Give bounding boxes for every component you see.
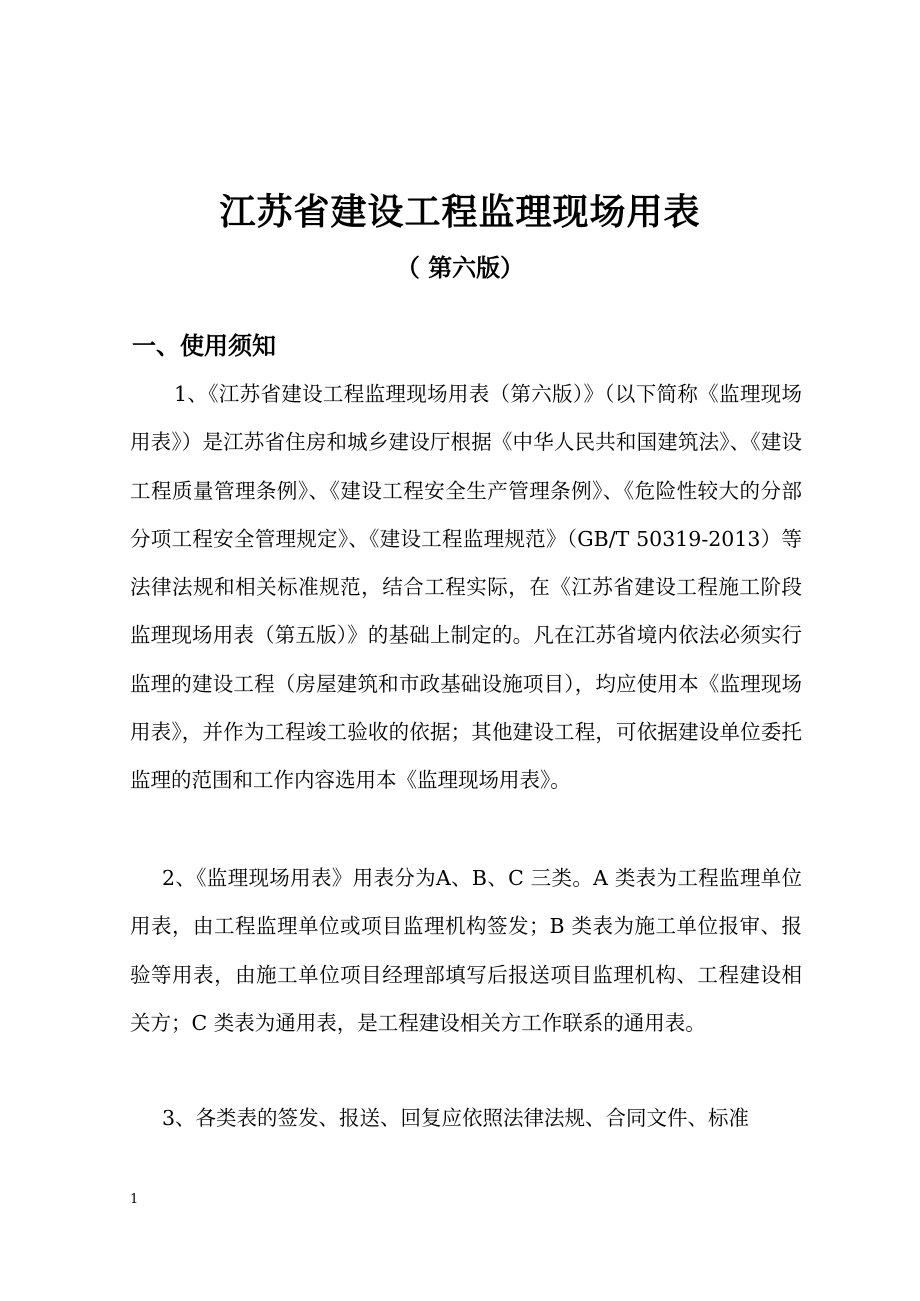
section-heading: 一、使用须知	[132, 331, 276, 360]
paragraph-2: 2、《监理现场用表》用表分为A、B、C 三类。A 类表为工程监理单位用表，由工程监理单位或项目监理机构签发；B 类表为施工单位报审、报验等用表，由施工单位项目经理部填写后报送项目监理机构、工程建设相关方；C 类表为通用表，是工程建设相关方工作联系的通用表。	[130, 866, 802, 1035]
document-title: 江苏省建设工程监理现场用表	[219, 191, 701, 233]
document-subtitle: （ 第六版）	[395, 253, 525, 282]
paragraph-3: 3、各类表的签发、报送、回复应依照法律法规、合同文件、标准	[162, 1106, 750, 1130]
page-number: 1	[130, 1192, 139, 1207]
paragraph-1: 1、《江苏省建设工程监理现场用表（第六版）》（以下简称《监理现场用表》）是江苏省住房和城乡建设厅根据《中华人民共和国建筑法》、《建设工程质量管理条例》、《建设工程安全生产管理条例》、《危险性较大的分部分项工程安全管理规定》、《建设工程监理规范》（GB/T 50319-2013）等法律法规和相关标准规范，结合工程实际，在《江苏省建设工程施工阶段监理现场用表（第五版）》的基础上制定的。凡在江苏省境内依法必须实行监理的建设工程（房屋建筑和市政基础设施项目），均应使用本《监理现场用表》，并作为工程竣工验收的依据；其他建设工程，可依据建设单位委托监理的范围和工作内容选用本《监理现场用表》。	[130, 382, 802, 793]
